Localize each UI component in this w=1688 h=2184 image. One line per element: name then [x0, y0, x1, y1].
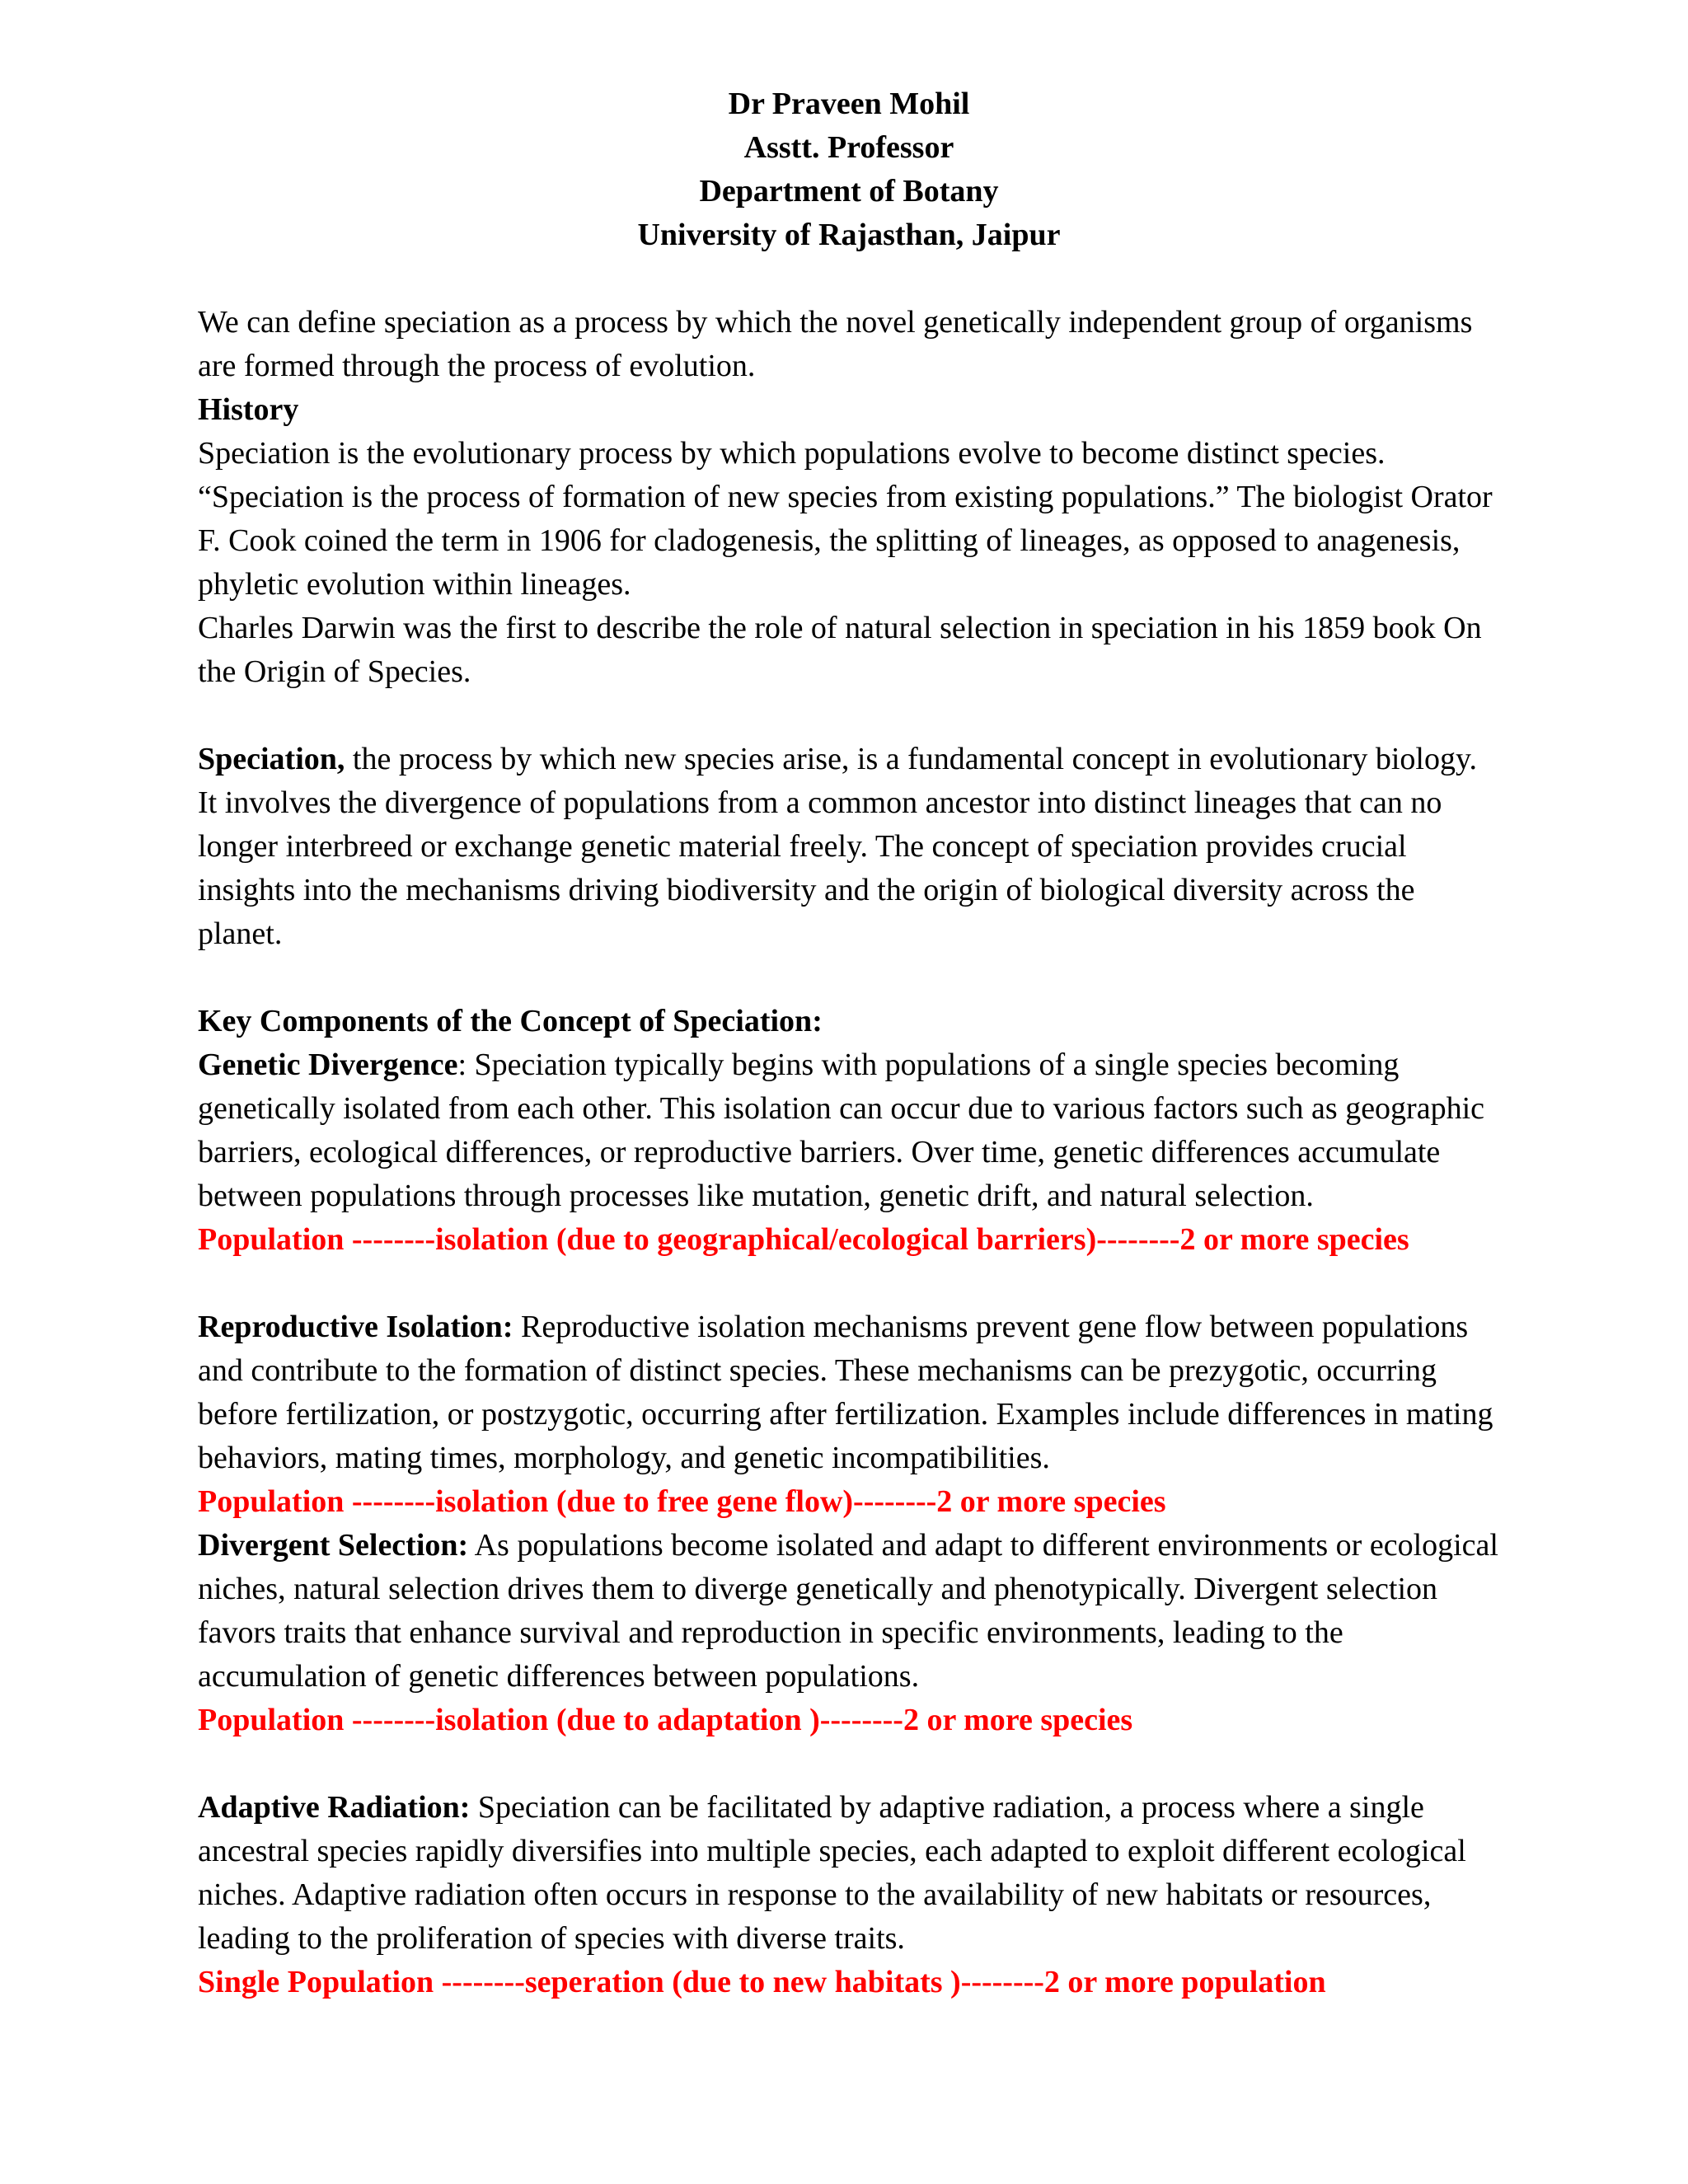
- author-university: University of Rajasthan, Jaipur: [637, 218, 1061, 252]
- divergent-selection-scheme: Population --------isolation (due to adaptation )--------2 or more species: [198, 1703, 1133, 1737]
- adaptive-radiation-scheme: Single Population --------seperation (due to new habitats )--------2 or more population: [198, 1965, 1326, 1999]
- intro-definition: We can define speciation as a process by which the novel genetically independent group of organisms are formed through the process of evolution.: [198, 305, 1473, 383]
- author-name: Dr Praveen Mohil: [728, 87, 970, 121]
- speciation-text: the process by which new species arise, is a fundamental concept in evolutionary biology. It involves the divergence of populations from a common ancestor into distinct lineages that can no longer interbreed or exchange genetic material freely. The concept of speciation provides crucial insights into the mechanisms driving biodiversity and the origin of biological diversity across the planet.: [198, 742, 1477, 951]
- speciation-paragraph: [198, 738, 1500, 956]
- key-components-heading: Key Components of the Concept of Speciation:: [198, 1004, 823, 1038]
- divergent-selection-text: As populations become isolated and adapt to different environments or ecological niches, natural selection drives them to diverge genetically and phenotypically. Divergent selection favors traits that enhance survival and reproduction in specific environments, leading to the accumulation of genetic differences between populations.: [198, 1528, 1498, 1694]
- history-paragraph-2: Charles Darwin was the first to describe the role of natural selection in speciation in his 1859 book On the Origin of Species.: [198, 611, 1482, 689]
- author-title: Asstt. Professor: [743, 130, 954, 165]
- history-heading: History: [198, 392, 299, 427]
- genetic-divergence-text: : Speciation typically begins with populations of a single species becoming genetically isolated from each other. This isolation can occur due to various factors such as geographic barriers, ecological differences, or reproductive barriers. Over time, genetic differences accumulate between populations through processes like mutation, genetic drift, and natural selection.: [198, 1047, 1485, 1213]
- reproductive-isolation-term: Reproductive Isolation:: [198, 1310, 513, 1344]
- divergent-selection-paragraph: [198, 1524, 1500, 1699]
- adaptive-radiation-paragraph: [198, 1786, 1500, 1961]
- genetic-divergence-paragraph: [198, 1043, 1500, 1218]
- adaptive-radiation-term: Adaptive Radiation:: [198, 1790, 471, 1825]
- author-department: Department of Botany: [699, 174, 999, 209]
- reproductive-isolation-paragraph: [198, 1305, 1500, 1480]
- author-header: [198, 82, 1500, 257]
- divergent-selection-term: Divergent Selection:: [198, 1528, 469, 1563]
- speciation-term: Speciation,: [198, 742, 345, 776]
- reproductive-isolation-text: Reproductive isolation mechanisms prevent gene flow between populations and contribute to the formation of distinct species. These mechanisms can be prezygotic, occurring before fertilization, or postzygotic, occurring after fertilization. Examples include differences in mating behaviors, mating times, morphology, and genetic incompatibilities.: [198, 1310, 1493, 1475]
- spacer: [198, 694, 1500, 738]
- spacer: [198, 1742, 1500, 1786]
- document-body: [198, 82, 1500, 2004]
- reproductive-isolation-scheme: Population --------isolation (due to free gene flow)--------2 or more species: [198, 1484, 1166, 1519]
- genetic-divergence-scheme: Population --------isolation (due to geographical/ecological barriers)--------2 or more species: [198, 1222, 1409, 1257]
- adaptive-radiation-text: Speciation can be facilitated by adaptive radiation, a process where a single ancestral species rapidly diversifies into multiple species, each adapted to exploit different ecological niches. Adaptive radiation often occurs in response to the availability of new habitats or resources, leading to the proliferation of species with diverse traits.: [198, 1790, 1466, 1956]
- spacer: [198, 956, 1500, 1000]
- history-paragraph-1: Speciation is the evolutionary process by which populations evolve to become distinct species. “Speciation is the process of formation of new species from existing populations.” The biologist Orator F. Cook coined the term in 1906 for cladogenesis, the splitting of lineages, as opposed to anagenesis, phyletic evolution within lineages.: [198, 436, 1493, 602]
- spacer: [198, 1262, 1500, 1305]
- genetic-divergence-term: Genetic Divergence: [198, 1047, 458, 1082]
